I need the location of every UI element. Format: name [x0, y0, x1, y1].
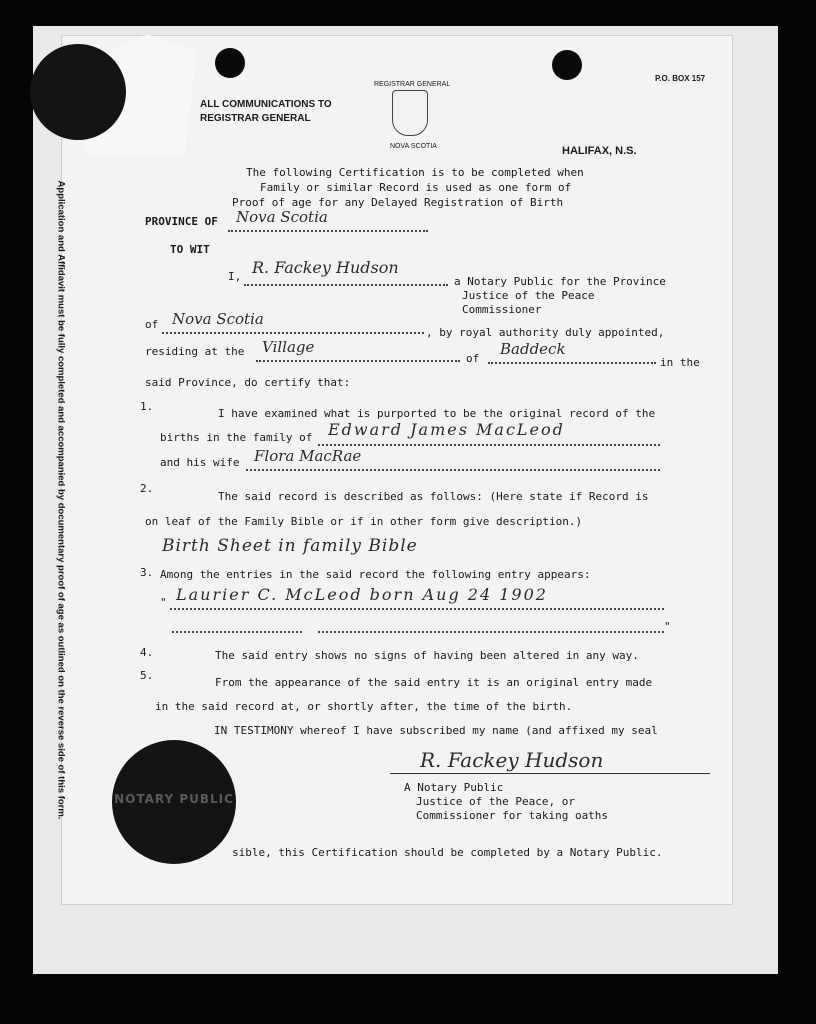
- testimony-text: IN TESTIMONY whereof I have subscribed my name (and affixed my seal: [214, 724, 658, 737]
- entry-line2-a: [172, 631, 302, 633]
- of-line: [162, 332, 424, 334]
- entry-line: [170, 608, 664, 610]
- punch-hole-right: [552, 50, 582, 80]
- item5-line1: From the appearance of the said entry it is an original entry made: [215, 676, 653, 689]
- notary-signature: R. Fackey Hudson: [420, 748, 604, 772]
- certify-text: said Province, do certify that:: [145, 376, 351, 389]
- item2-number: 2.: [140, 482, 154, 495]
- province-label: PROVINCE OF: [145, 215, 218, 228]
- punch-hole-left: [215, 48, 245, 78]
- item5-number: 5.: [140, 669, 154, 682]
- residing-label: residing at the: [145, 345, 245, 358]
- residing-value: Village: [262, 338, 315, 356]
- communications-line2: REGISTRAR GENERAL: [200, 113, 311, 124]
- intro-line3: Proof of age for any Delayed Registration of Birth: [232, 196, 564, 209]
- crest-bottom-text: NOVA SCOTIA: [390, 143, 437, 150]
- crest-top-text: REGISTRAR GENERAL: [374, 81, 451, 88]
- notary-name: R. Fackey Hudson: [252, 258, 399, 277]
- item3-number: 3.: [140, 566, 154, 579]
- top-left-seal: [30, 44, 126, 140]
- item4-number: 4.: [140, 646, 154, 659]
- of2-value: Baddeck: [500, 340, 566, 358]
- signature-line: [390, 773, 710, 774]
- signature-title1: A Notary Public: [404, 781, 504, 794]
- province-line: [228, 230, 428, 232]
- of2-label: of: [466, 352, 480, 365]
- role-line1: a Notary Public for the Province: [454, 275, 666, 288]
- i-label: I,: [228, 270, 242, 283]
- nova-scotia-crest-icon: [392, 90, 428, 136]
- authority-text: , by royal authority duly appointed,: [426, 326, 665, 339]
- of-label: of: [145, 318, 159, 331]
- notary-seal-text: NOTARY PUBLIC: [114, 792, 234, 806]
- item4-text: The said entry shows no signs of having been altered in any way.: [215, 649, 639, 662]
- father-name: Edward James MacLeod: [328, 420, 565, 439]
- po-box: P.O. BOX 157: [655, 74, 706, 83]
- item1-line1: I have examined what is purported to be the original record of the: [218, 407, 656, 420]
- entry-value: Laurier C. McLeod born Aug 24 1902: [176, 585, 548, 604]
- to-wit-label: TO WIT: [170, 243, 210, 256]
- father-name-line: [318, 444, 660, 446]
- signature-title3: Commissioner for taking oaths: [416, 809, 609, 822]
- role-line3: Commissioner: [462, 303, 542, 316]
- of2-line: [488, 362, 656, 364]
- intro-line2: Family or similar Record is used as one form of: [260, 181, 572, 194]
- item5-line2: in the said record at, or shortly after, the time of the birth.: [155, 700, 573, 713]
- item1-number: 1.: [140, 400, 154, 413]
- city: HALIFAX, N.S.: [562, 145, 637, 157]
- communications-line1: ALL COMMUNICATIONS TO: [200, 99, 332, 110]
- item3-line1: Among the entries in the said record the following entry appears:: [160, 568, 591, 581]
- entry-open-quote: ": [160, 596, 167, 609]
- item2-line2: on leaf of the Family Bible or if in other form give description.): [145, 515, 583, 528]
- wife-name-line: [246, 469, 660, 471]
- item1-line2-label: births in the family of: [160, 431, 313, 444]
- wife-name: Flora MacRae: [254, 447, 362, 465]
- province-value: Nova Scotia: [236, 208, 328, 226]
- of-value: Nova Scotia: [172, 310, 264, 328]
- item2-line1: The said record is described as follows: (Here state if Record is: [218, 490, 649, 503]
- role-line2: Justice of the Peace: [462, 289, 595, 302]
- residing-line: [256, 360, 460, 362]
- notary-seal: [112, 740, 236, 864]
- wife-label: and his wife: [160, 456, 240, 469]
- in-the-label: in the: [660, 356, 700, 369]
- side-instruction-text: Application and Affidavit must be fully completed and accompanied by documentary proof of age as outlined on the reverse side of this form.: [55, 180, 67, 820]
- footer-note: sible, this Certification should be completed by a Notary Public.: [232, 846, 663, 859]
- entry-close-quote: ": [664, 620, 671, 633]
- intro-line1: The following Certification is to be completed when: [246, 166, 584, 179]
- entry-line2-b: [318, 631, 664, 633]
- record-description: Birth Sheet in family Bible: [162, 536, 418, 556]
- signature-title2: Justice of the Peace, or: [416, 795, 575, 808]
- side-instruction: [54, 160, 68, 840]
- notary-name-line: [244, 284, 448, 286]
